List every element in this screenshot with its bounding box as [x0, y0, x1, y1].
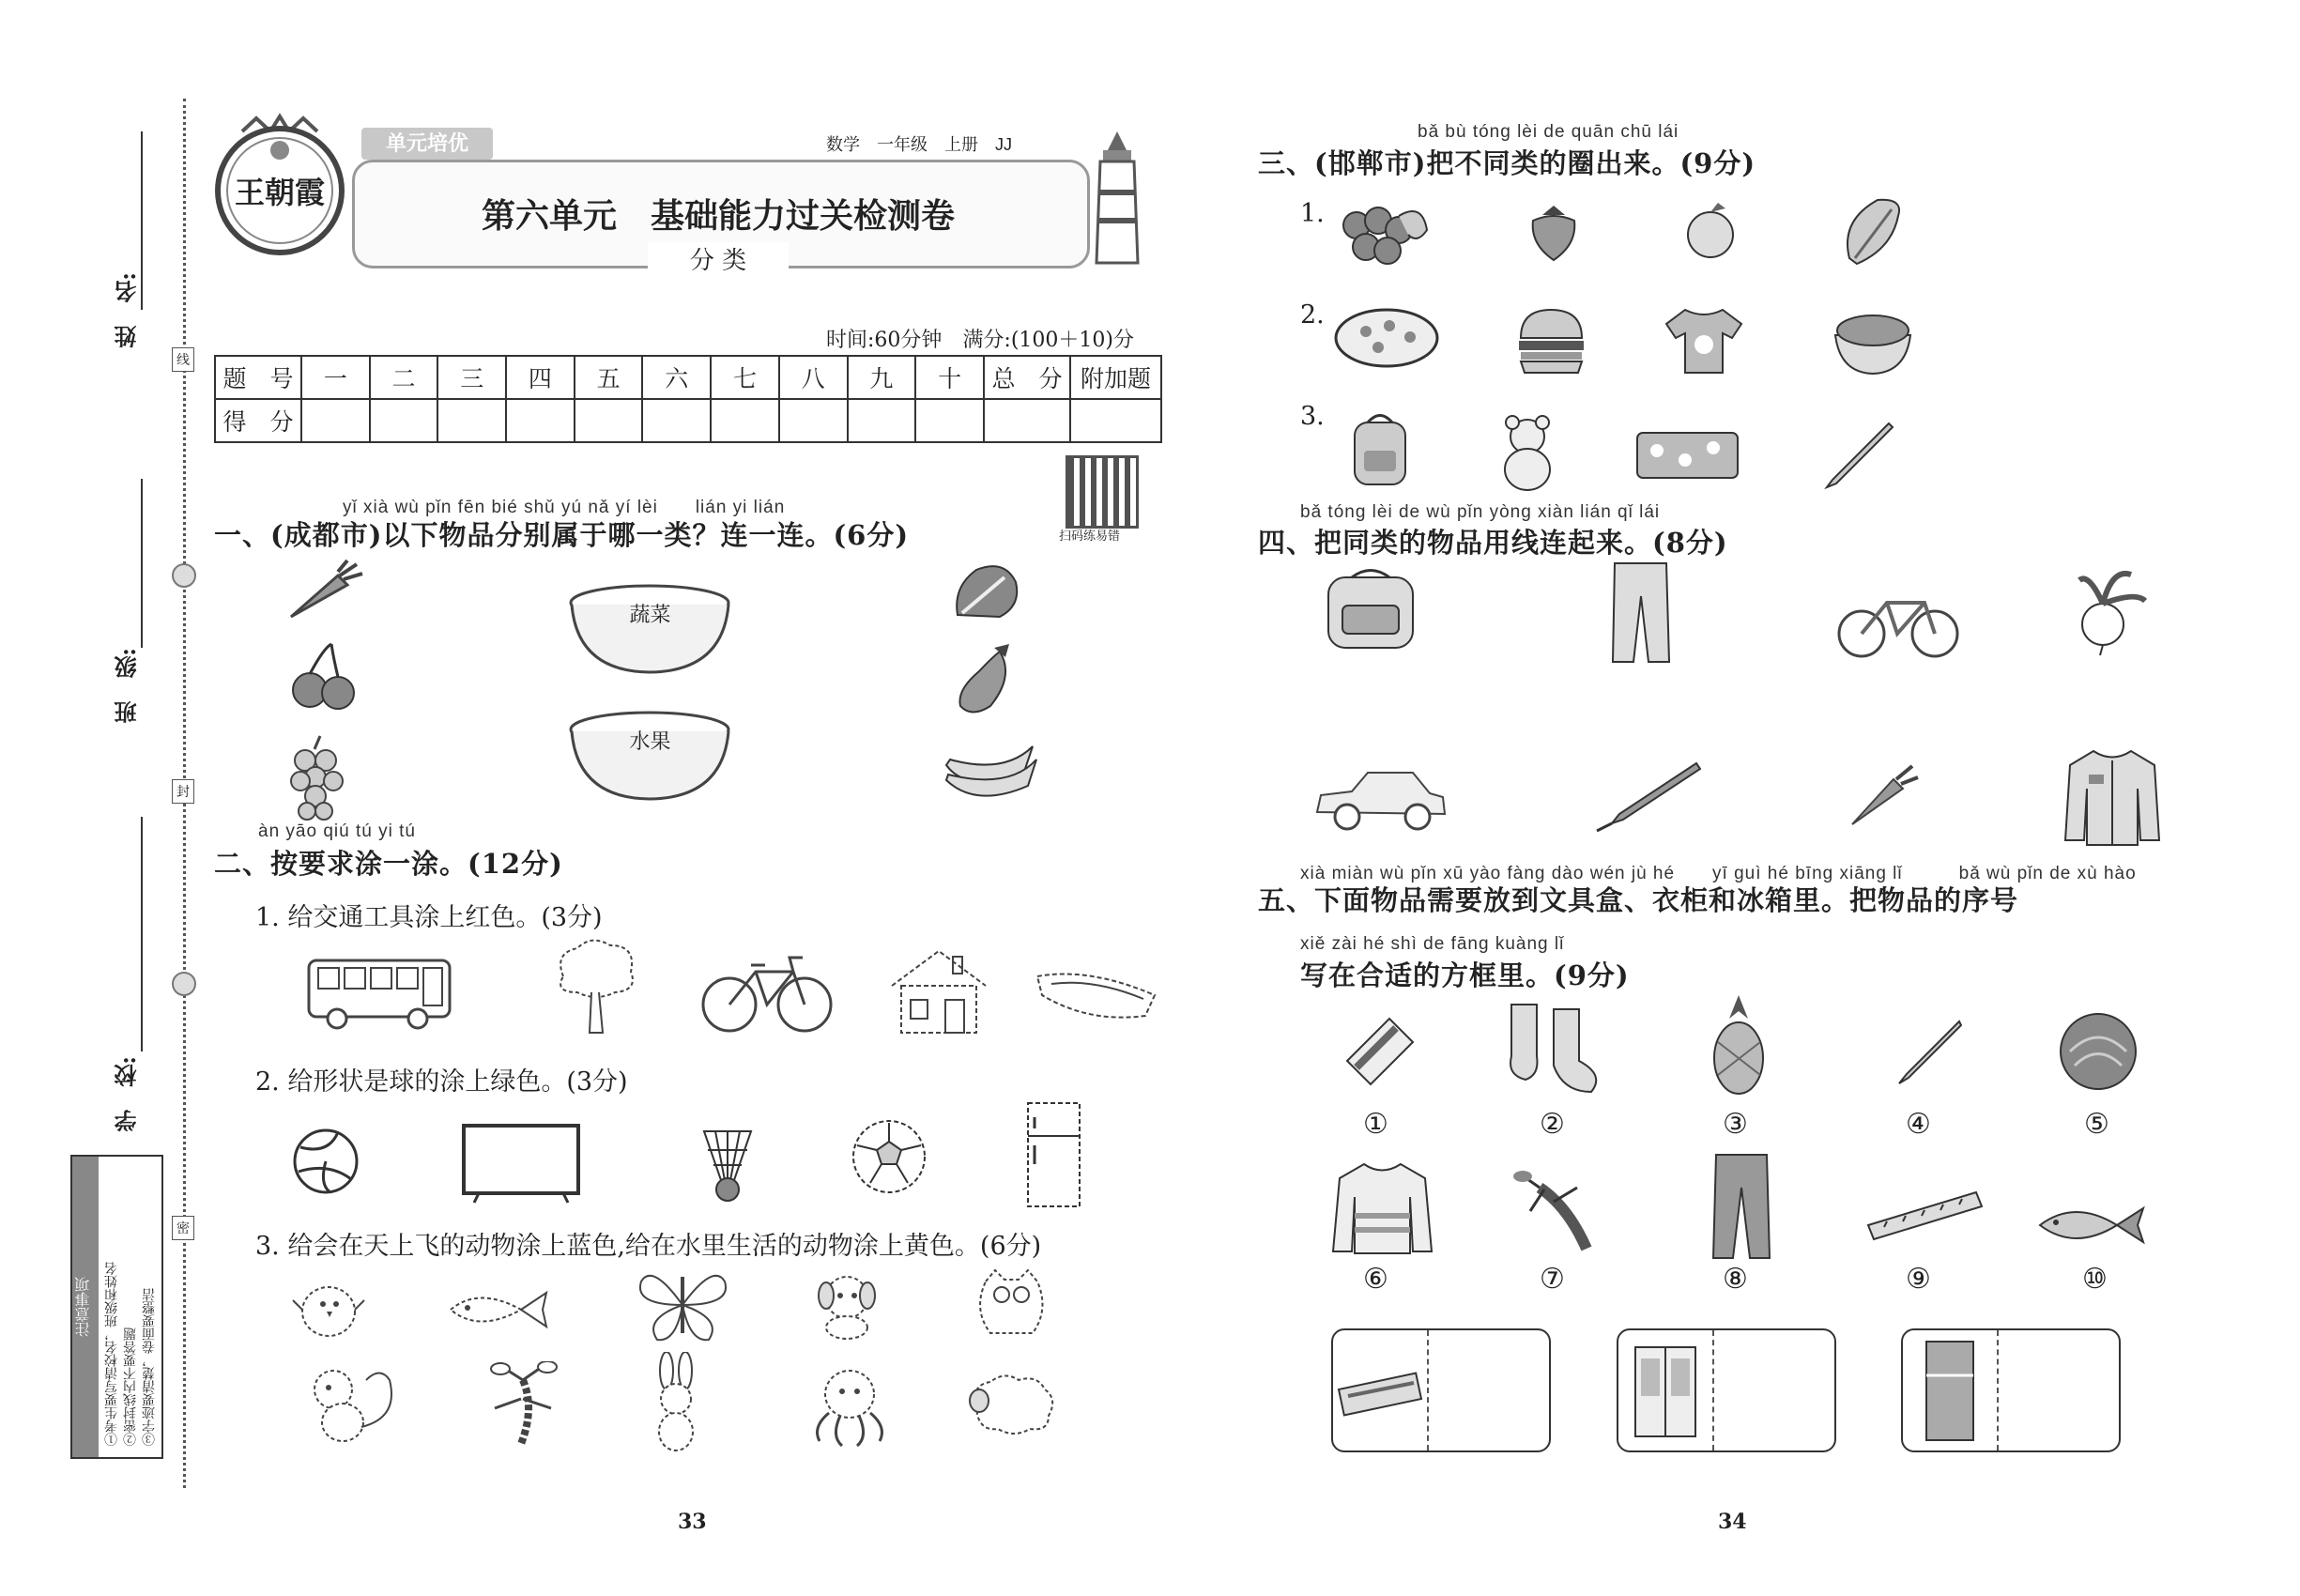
- score-table-header-row: [215, 356, 1161, 399]
- score-table-score-row: [215, 399, 1161, 442]
- note-2: ②密封线内不要答题: [123, 1327, 138, 1446]
- burger-icon: [1516, 305, 1587, 379]
- q2-text: 二、按要求涂一涂。(12分): [214, 848, 563, 880]
- name-label: 姓 名:: [114, 272, 141, 348]
- q4-pinyin: bǎ tóng lèi de wù pǐn yòng xiàn lián qǐ lái: [1300, 502, 1661, 522]
- stationery-box-icon-cell: [1333, 1330, 1429, 1450]
- bicycle-icon: [699, 948, 836, 1041]
- note-1: ①考生要写清校名，班级和姓名: [104, 1262, 119, 1446]
- item-number: ⑤: [2084, 1108, 2109, 1141]
- score-cell-header: 十: [915, 356, 984, 399]
- q3-row2-label: 2.: [1300, 300, 1325, 330]
- score-cell[interactable]: [506, 399, 575, 442]
- q1-text: 一、(成都市)以下物品分别属于哪一类？连一连。(6分): [214, 519, 910, 551]
- ruler-icon: [1863, 1188, 1986, 1248]
- carrot-icon: [282, 559, 366, 628]
- house-icon: [887, 944, 990, 1041]
- page-title: 第六单元 基础能力过关检测卷: [481, 197, 955, 236]
- q2-pinyin: àn yāo qiú tú yi tú: [258, 821, 416, 841]
- seal-char-1: 线: [172, 347, 194, 372]
- score-cell[interactable]: [1070, 399, 1161, 442]
- score-cell-header: 三: [437, 356, 506, 399]
- score-table: [214, 355, 1162, 443]
- strawberry-icon: [1526, 202, 1582, 267]
- bicycle-icon: [1835, 582, 1962, 666]
- cabbage-icon: [2047, 1009, 2150, 1097]
- pizza-icon: [1333, 305, 1441, 375]
- q5-text-2: 写在合适的方框里。(9分): [1300, 959, 1630, 991]
- octopus-icon: [803, 1361, 897, 1454]
- score-cell-header: 附加题: [1070, 356, 1161, 399]
- item-number: ⑥: [1363, 1263, 1388, 1296]
- bowl-label-fruit: 水果: [629, 730, 671, 754]
- score-cell-header: 一: [301, 356, 370, 399]
- score-row-label: 得 分: [215, 399, 301, 442]
- page-number-left: 33: [678, 1510, 707, 1534]
- score-cell-header: 六: [642, 356, 711, 399]
- q1-pinyin: yǐ xià wù pǐn fēn bié shǔ yú nǎ yí lèi lián yi lián: [343, 498, 786, 517]
- score-cell-header: 七: [711, 356, 779, 399]
- item-number: ⑦: [1540, 1263, 1565, 1296]
- notes-box: [70, 1155, 163, 1459]
- fountain-pen-icon: [1591, 756, 1704, 839]
- backpack-icon: [1314, 563, 1427, 656]
- fruit-bowl: [568, 709, 732, 806]
- school-line: [141, 817, 143, 1051]
- bowl-label-vegetables: 蔬菜: [629, 604, 671, 627]
- teddy-bear-icon: [1488, 413, 1568, 497]
- fridge-icon: [1903, 1330, 1997, 1450]
- page-number-right: 34: [1718, 1510, 1747, 1534]
- pencil-case-icon: [1633, 427, 1741, 487]
- qr-code[interactable]: [1066, 455, 1139, 529]
- binding-strip: [0, 0, 188, 1596]
- item-number: ①: [1363, 1108, 1388, 1141]
- lighthouse-icon: [1080, 127, 1155, 271]
- q2-sub2: 2. 给形状是球的涂上绿色。(3分): [255, 1067, 628, 1097]
- fish-icon: [441, 1281, 554, 1342]
- boat-icon: [1033, 958, 1159, 1032]
- wardrobe-answer-field[interactable]: [1714, 1330, 1832, 1450]
- item-number: ③: [1723, 1108, 1748, 1141]
- binding-hole-icon: [172, 972, 196, 996]
- owl-icon: [967, 1263, 1056, 1346]
- fridge-answer-field[interactable]: [1999, 1330, 2117, 1450]
- squirrel-icon: [300, 1361, 404, 1454]
- note-3: ③字迹要清楚，卷面要整洁: [142, 1288, 157, 1446]
- qr-caption: 扫码练易错: [1059, 529, 1121, 544]
- rabbit-icon: [643, 1352, 709, 1459]
- seal-char-2: 封: [172, 779, 194, 804]
- score-cell[interactable]: [575, 399, 643, 442]
- fish-icon: [2032, 1197, 2150, 1257]
- jacket-icon: [2061, 746, 2164, 853]
- binding-hole-icon: [172, 563, 196, 588]
- pencil-box-icon: [1338, 1009, 1422, 1097]
- q3-text: 三、(邯郸市)把不同类的圈出来。(9分): [1258, 147, 1756, 179]
- wardrobe-icon: [1618, 1330, 1712, 1450]
- sheep-icon: [962, 1371, 1066, 1450]
- carrot-icon: [1845, 760, 1920, 835]
- sweater-icon: [1328, 1159, 1436, 1262]
- score-cell-header: 二: [370, 356, 438, 399]
- q5-text-1: 五、下面物品需要放到文具盒、衣柜和冰箱里。把物品的序号: [1258, 884, 2019, 916]
- grapes-icon: [286, 732, 352, 830]
- school-label: 学 校:: [114, 1056, 141, 1132]
- radish-icon: [2061, 563, 2154, 661]
- score-cell[interactable]: [984, 399, 1070, 442]
- name-line: [141, 131, 143, 310]
- stationery-answer-field[interactable]: [1429, 1330, 1547, 1450]
- cabbage-icon: [948, 559, 1023, 628]
- q2-sub3: 3. 给会在天上飞的动物涂上蓝色,给在水里生活的动物涂上黄色。(6分): [255, 1232, 1042, 1261]
- q4-text: 四、把同类的物品用线连起来。(8分): [1258, 527, 1728, 559]
- noodle-bowl-icon: [1831, 302, 1915, 381]
- page-subtitle: 分 类: [648, 242, 789, 280]
- notes-title: 注意事项: [72, 1157, 99, 1457]
- score-cell-header: 总 分: [984, 356, 1070, 399]
- item-number: ⑩: [2082, 1263, 2108, 1296]
- grapes-icon: [1333, 192, 1436, 276]
- socks-icon: [1497, 1000, 1610, 1102]
- chick-icon: [291, 1272, 366, 1346]
- score-cell-header: 九: [848, 356, 916, 399]
- time-score-info: 时间:60分钟 满分:(100＋10)分: [826, 329, 1134, 352]
- vegetable-bowl: [568, 582, 732, 680]
- q3-pinyin: bǎ bù tóng lèi de quān chū lái: [1418, 122, 1679, 142]
- q5-pinyin-2: xiě zài hé shì de fāng kuàng lǐ: [1300, 934, 1565, 954]
- score-cell-header: 四: [506, 356, 575, 399]
- fridge-icon: [1023, 1098, 1084, 1215]
- brand-name: 王朝霞: [234, 175, 325, 210]
- brand-logo: [205, 111, 355, 265]
- wardrobe-icon-cell: [1618, 1330, 1714, 1450]
- answer-box-wardrobe: [1617, 1328, 1836, 1452]
- bus-icon: [305, 953, 455, 1036]
- series-tag: 单元培优: [361, 128, 493, 160]
- volleyball-icon: [291, 1127, 361, 1201]
- q5-pinyin-1: xià miàn wù pǐn xū yào fàng dào wén jù hé yī guì hé bīng xiāng lǐ bǎ wù pǐn de xù hào: [1300, 864, 2137, 883]
- item-number: ⑧: [1723, 1263, 1748, 1296]
- item-number: ②: [1540, 1108, 1565, 1141]
- napa-cabbage-icon: [1840, 192, 1906, 271]
- car-icon: [1310, 765, 1450, 839]
- tree-icon: [544, 934, 648, 1041]
- class-label: 班 级:: [114, 648, 141, 724]
- answer-box-stationery: [1331, 1328, 1551, 1452]
- orange-icon: [1680, 199, 1741, 264]
- banana-icon: [939, 737, 1047, 816]
- class-line: [141, 479, 143, 648]
- score-cell[interactable]: [642, 399, 711, 442]
- q3-row1-label: 1.: [1300, 199, 1325, 228]
- fridge-icon-cell: [1903, 1330, 1999, 1450]
- q3-row3-label: 3.: [1300, 402, 1325, 431]
- backpack-icon: [1347, 408, 1413, 492]
- seal-char-3: 密: [172, 1216, 194, 1240]
- score-cell-header: 五: [575, 356, 643, 399]
- trousers-icon: [1709, 1150, 1774, 1266]
- score-cell[interactable]: [779, 399, 848, 442]
- score-cell[interactable]: [301, 399, 370, 442]
- pineapple-icon: [1709, 990, 1770, 1102]
- item-number: ④: [1906, 1108, 1931, 1141]
- score-cell-header: 题 号: [215, 356, 301, 399]
- q2-sub1: 1. 给交通工具涂上红色。(3分): [255, 903, 603, 932]
- crayfish-icon: [483, 1361, 563, 1454]
- eggplant-icon: [953, 638, 1019, 722]
- score-cell[interactable]: [370, 399, 438, 442]
- trousers-icon: [1605, 559, 1676, 670]
- pencil-icon: [1892, 1014, 1967, 1093]
- pen-icon: [1821, 418, 1896, 497]
- butterfly-icon: [634, 1263, 732, 1351]
- score-cell[interactable]: [915, 399, 984, 442]
- book-meta: 数学 一年级 上册 JJ: [826, 135, 1012, 154]
- shuttlecock-icon: [695, 1122, 760, 1210]
- crayfish-icon: [1511, 1169, 1605, 1262]
- score-cell-header: 八: [779, 356, 848, 399]
- item-number: ⑨: [1906, 1263, 1931, 1296]
- soccer-ball-icon: [850, 1117, 929, 1201]
- score-cell[interactable]: [848, 399, 916, 442]
- puppy-icon: [807, 1267, 887, 1346]
- score-cell[interactable]: [437, 399, 506, 442]
- pencil-case-icon: [1333, 1330, 1427, 1450]
- answer-box-fridge: [1901, 1328, 2121, 1452]
- score-cell[interactable]: [711, 399, 779, 442]
- tshirt-icon: [1662, 305, 1746, 379]
- tv-icon: [460, 1122, 582, 1210]
- cherry-icon: [286, 638, 361, 717]
